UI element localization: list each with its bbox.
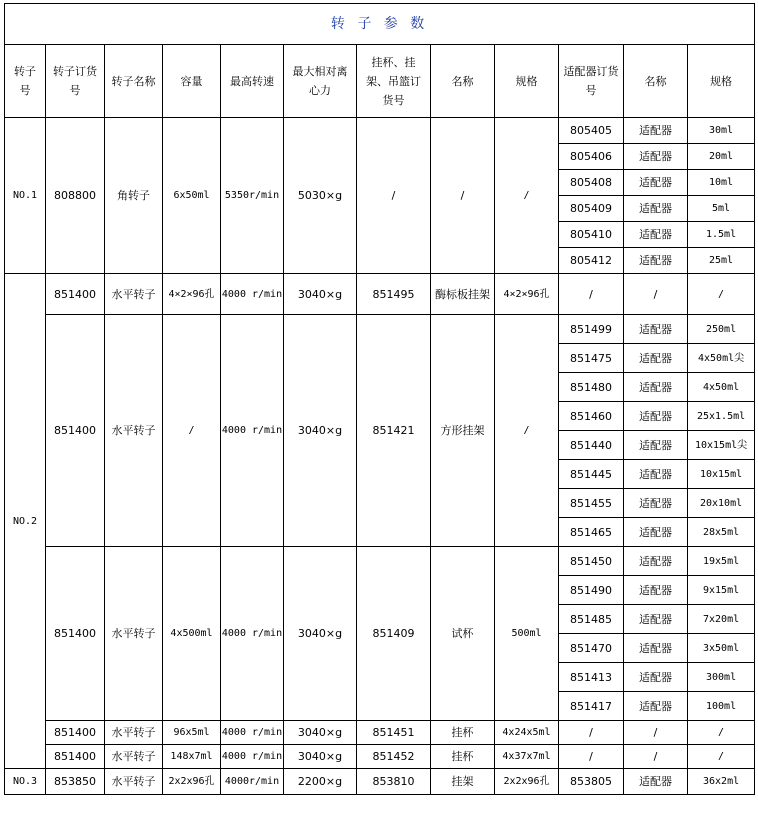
adapter-order-no: 851470 — [559, 634, 624, 663]
adapter-name: 适配器 — [624, 402, 688, 431]
table-title: 转 子 参 数 — [5, 4, 755, 45]
hanger-order-no: 851451 — [357, 721, 431, 745]
capacity: / — [163, 315, 221, 547]
hanger-order-no: 851452 — [357, 745, 431, 769]
max-rcf: 3040×g — [284, 745, 357, 769]
hanger-name: 挂杯 — [431, 721, 495, 745]
adapter-spec: 300ml — [688, 663, 755, 692]
max-speed: 4000 r/min — [221, 721, 284, 745]
rotor-order-no: 853850 — [46, 769, 105, 795]
adapter-name: / — [624, 721, 688, 745]
adapter-name: 适配器 — [624, 460, 688, 489]
header-max-rcf: 最大相对离心力 — [284, 45, 357, 118]
hanger-spec: / — [495, 315, 559, 547]
header-hanger-name: 名称 — [431, 45, 495, 118]
adapter-spec: 20ml — [688, 144, 755, 170]
adapter-name: 适配器 — [624, 248, 688, 274]
adapter-order-no: / — [559, 274, 624, 315]
adapter-name: 适配器 — [624, 315, 688, 344]
adapter-name: 适配器 — [624, 518, 688, 547]
adapter-spec: 10ml — [688, 170, 755, 196]
hanger-name: 酶标板挂架 — [431, 274, 495, 315]
adapter-spec: 25x1.5ml — [688, 402, 755, 431]
hanger-name: / — [431, 118, 495, 274]
header-rotor-no: 转子号 — [5, 45, 46, 118]
hanger-spec: 4x24x5ml — [495, 721, 559, 745]
adapter-spec: 4x50ml尖 — [688, 344, 755, 373]
table-row — [5, 315, 755, 344]
max-speed: 4000r/min — [221, 769, 284, 795]
adapter-name: 适配器 — [624, 547, 688, 576]
hanger-spec: 500ml — [495, 547, 559, 721]
adapter-name: 适配器 — [624, 344, 688, 373]
adapter-name: 适配器 — [624, 373, 688, 402]
adapter-spec: / — [688, 274, 755, 315]
hanger-spec: / — [495, 118, 559, 274]
adapter-order-no: 851475 — [559, 344, 624, 373]
adapter-name: 适配器 — [624, 431, 688, 460]
header-adapter-order-no: 适配器订货号 — [559, 45, 624, 118]
adapter-name: 适配器 — [624, 144, 688, 170]
adapter-spec: 9x15ml — [688, 576, 755, 605]
adapter-order-no: 851480 — [559, 373, 624, 402]
rotor-no: NO.2 — [5, 274, 46, 769]
header-rotor-name: 转子名称 — [105, 45, 163, 118]
hanger-name: 挂杯 — [431, 745, 495, 769]
max-speed: 4000 r/min — [221, 547, 284, 721]
adapter-spec: / — [688, 745, 755, 769]
adapter-order-no: 851413 — [559, 663, 624, 692]
hanger-name: 方形挂架 — [431, 315, 495, 547]
rotor-order-no: 851400 — [46, 547, 105, 721]
adapter-spec: / — [688, 721, 755, 745]
adapter-spec: 5ml — [688, 196, 755, 222]
adapter-name: 适配器 — [624, 692, 688, 721]
header-hanger-spec: 规格 — [495, 45, 559, 118]
hanger-order-no: 851421 — [357, 315, 431, 547]
max-rcf: 3040×g — [284, 315, 357, 547]
table-row — [5, 118, 755, 144]
hanger-spec: 4x37x7ml — [495, 745, 559, 769]
adapter-spec: 4x50ml — [688, 373, 755, 402]
adapter-name: / — [624, 274, 688, 315]
adapter-name: 适配器 — [624, 196, 688, 222]
table-row — [5, 274, 755, 315]
adapter-order-no: 851440 — [559, 431, 624, 460]
adapter-order-no: 851417 — [559, 692, 624, 721]
hanger-name: 挂架 — [431, 769, 495, 795]
capacity: 4×2×96孔 — [163, 274, 221, 315]
rotor-no: NO.3 — [5, 769, 46, 795]
adapter-order-no: 805412 — [559, 248, 624, 274]
max-speed: 4000 r/min — [221, 274, 284, 315]
rotor-order-no: 851400 — [46, 721, 105, 745]
adapter-spec: 3x50ml — [688, 634, 755, 663]
adapter-order-no: 851490 — [559, 576, 624, 605]
adapter-spec: 100ml — [688, 692, 755, 721]
adapter-name: 适配器 — [624, 170, 688, 196]
adapter-spec: 1.5ml — [688, 222, 755, 248]
header-capacity: 容量 — [163, 45, 221, 118]
adapter-order-no: 805405 — [559, 118, 624, 144]
adapter-order-no: 851445 — [559, 460, 624, 489]
rotor-name: 水平转子 — [105, 547, 163, 721]
adapter-spec: 250ml — [688, 315, 755, 344]
table-row — [5, 547, 755, 576]
header-rotor-order-no: 转子订货号 — [46, 45, 105, 118]
adapter-name: 适配器 — [624, 118, 688, 144]
adapter-spec: 30ml — [688, 118, 755, 144]
max-rcf: 3040×g — [284, 547, 357, 721]
hanger-order-no: 851409 — [357, 547, 431, 721]
rotor-name: 水平转子 — [105, 721, 163, 745]
rotor-order-no: 851400 — [46, 315, 105, 547]
hanger-name: 试杯 — [431, 547, 495, 721]
adapter-order-no: 851465 — [559, 518, 624, 547]
header-adapter-name: 名称 — [624, 45, 688, 118]
adapter-order-no: 805410 — [559, 222, 624, 248]
rotor-name: 水平转子 — [105, 769, 163, 795]
capacity: 2x2x96孔 — [163, 769, 221, 795]
adapter-order-no: / — [559, 721, 624, 745]
adapter-order-no: 805408 — [559, 170, 624, 196]
adapter-order-no: / — [559, 745, 624, 769]
header-hanger-order-no: 挂杯、挂架、吊篮订货号 — [357, 45, 431, 118]
adapter-order-no: 851455 — [559, 489, 624, 518]
adapter-order-no: 851499 — [559, 315, 624, 344]
max-rcf: 5030×g — [284, 118, 357, 274]
adapter-order-no: 851450 — [559, 547, 624, 576]
capacity: 96x5ml — [163, 721, 221, 745]
max-speed: 4000 r/min — [221, 745, 284, 769]
hanger-spec: 2x2x96孔 — [495, 769, 559, 795]
rotor-parameters-table — [4, 3, 755, 795]
table-row — [5, 721, 755, 745]
adapter-name: 适配器 — [624, 769, 688, 795]
rotor-name: 水平转子 — [105, 745, 163, 769]
rotor-name: 水平转子 — [105, 315, 163, 547]
capacity: 4x500ml — [163, 547, 221, 721]
max-speed: 5350r/min — [221, 118, 284, 274]
max-rcf: 2200×g — [284, 769, 357, 795]
adapter-spec: 10x15ml — [688, 460, 755, 489]
rotor-order-no: 808800 — [46, 118, 105, 274]
rotor-name: 角转子 — [105, 118, 163, 274]
adapter-spec: 25ml — [688, 248, 755, 274]
rotor-name: 水平转子 — [105, 274, 163, 315]
rotor-order-no: 851400 — [46, 274, 105, 315]
adapter-spec: 20x10ml — [688, 489, 755, 518]
adapter-spec: 28x5ml — [688, 518, 755, 547]
rotor-order-no: 851400 — [46, 745, 105, 769]
adapter-spec: 36x2ml — [688, 769, 755, 795]
table-row — [5, 769, 755, 795]
capacity: 148x7ml — [163, 745, 221, 769]
adapter-name: 适配器 — [624, 663, 688, 692]
adapter-name: 适配器 — [624, 489, 688, 518]
table-row — [5, 745, 755, 769]
adapter-name: 适配器 — [624, 222, 688, 248]
adapter-order-no: 851460 — [559, 402, 624, 431]
hanger-order-no: 853810 — [357, 769, 431, 795]
adapter-spec: 19x5ml — [688, 547, 755, 576]
max-rcf: 3040×g — [284, 721, 357, 745]
max-rcf: 3040×g — [284, 274, 357, 315]
adapter-order-no: 805406 — [559, 144, 624, 170]
adapter-name: 适配器 — [624, 576, 688, 605]
hanger-order-no: / — [357, 118, 431, 274]
adapter-spec: 10x15ml尖 — [688, 431, 755, 460]
rotor-no: NO.1 — [5, 118, 46, 274]
adapter-name: 适配器 — [624, 605, 688, 634]
adapter-spec: 7x20ml — [688, 605, 755, 634]
capacity: 6x50ml — [163, 118, 221, 274]
adapter-name: 适配器 — [624, 634, 688, 663]
adapter-order-no: 853805 — [559, 769, 624, 795]
hanger-order-no: 851495 — [357, 274, 431, 315]
header-adapter-spec: 规格 — [688, 45, 755, 118]
max-speed: 4000 r/min — [221, 315, 284, 547]
adapter-name: / — [624, 745, 688, 769]
adapter-order-no: 805409 — [559, 196, 624, 222]
adapter-order-no: 851485 — [559, 605, 624, 634]
header-row — [5, 45, 755, 118]
header-max-speed: 最高转速 — [221, 45, 284, 118]
hanger-spec: 4×2×96孔 — [495, 274, 559, 315]
